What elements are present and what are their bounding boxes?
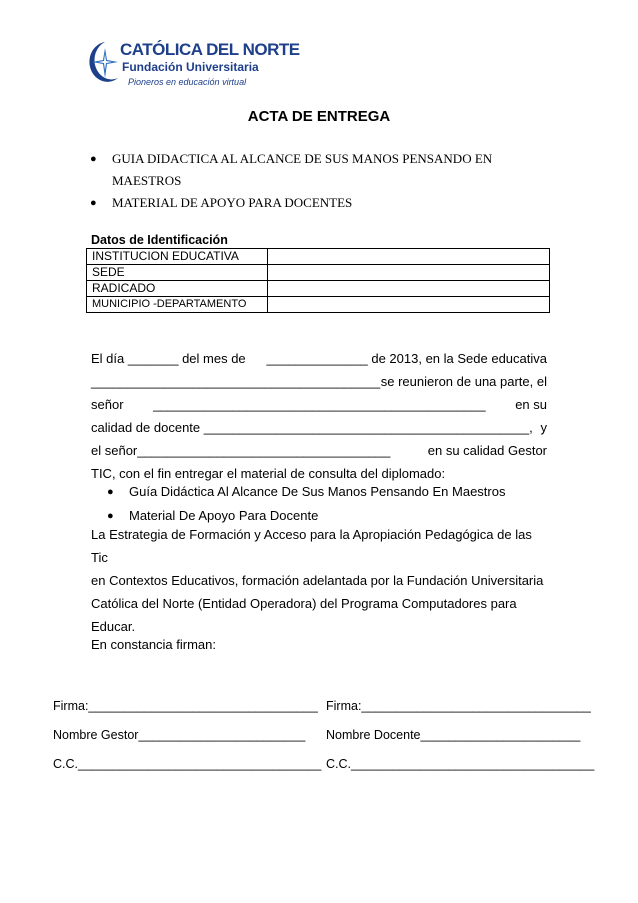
- list-item: ● MATERIAL DE APOYO PARA DOCENTES: [90, 192, 492, 214]
- logo-title: CATÓLICA DEL NORTE: [120, 40, 300, 59]
- text-line: señor ______________________________________________ en su: [91, 397, 547, 412]
- bullet-icon: ●: [90, 197, 97, 209]
- table-cell-value[interactable]: [268, 249, 550, 265]
- text-line: en Contextos Educativos, formación adelantada por la Fundación Universitaria: [91, 573, 544, 588]
- list-item: ● GUIA DIDACTICA AL ALCANCE DE SUS MANOS PENSANDO EN: [90, 148, 492, 170]
- firma-gestor-line: Firma:_________________________________: [53, 699, 318, 713]
- nombre-gestor-line: Nombre Gestor________________________: [53, 728, 306, 742]
- firma-docente-line: Firma:_________________________________: [326, 699, 591, 713]
- text-line: el señor___________________________________ en su calidad Gestor: [91, 443, 547, 458]
- bullet-icon: ●: [107, 510, 114, 522]
- text-line: El día _______ del mes de ______________ de 2013, en la Sede educativa: [91, 351, 547, 366]
- list-item: ● Guía Didáctica Al Alcance De Sus Manos Pensando En Maestros: [107, 480, 505, 504]
- bullet-icon: ●: [107, 486, 114, 498]
- text-line: ________________________________________ se reunieron de una parte, el: [91, 374, 547, 389]
- table-cell-label: MUNICIPIO -DEPARTAMENTO: [87, 297, 268, 313]
- table-cell-label: SEDE: [87, 265, 268, 281]
- list-item-continuation: MAESTROS: [112, 173, 182, 188]
- logo-tagline: Pioneros en educación virtual: [128, 77, 247, 87]
- text-line: Católica del Norte (Entidad Operadora) del Programa Computadores para Educar.: [91, 596, 517, 634]
- table-cell-label: RADICADO: [87, 281, 268, 297]
- strategy-paragraph: [91, 523, 547, 638]
- table-row: [87, 297, 550, 313]
- body-paragraph: [91, 347, 547, 485]
- text-line: TIC, con el fin entregar el material de consulta del diplomado:: [91, 466, 446, 481]
- table-row: [87, 265, 550, 281]
- material-list: [107, 480, 505, 528]
- list-item: ● Material De Apoyo Para Docente: [107, 504, 505, 528]
- table-cell-label: INSTITUCION EDUCATIVA: [87, 249, 268, 265]
- cc-gestor-line: C.C.___________________________________: [53, 757, 322, 771]
- nombre-docente-line: Nombre Docente_______________________: [326, 728, 581, 742]
- table-cell-value[interactable]: [268, 297, 550, 313]
- delivery-items-list: [90, 148, 492, 214]
- document-title: ACTA DE ENTREGA: [247, 108, 391, 125]
- text-line: La Estrategia de Formación y Acceso para la Apropiación Pedagógica de las Tic: [91, 527, 532, 565]
- constancia-text: En constancia firman:: [91, 637, 217, 652]
- text-line: calidad de docente _____________________________________________, y: [91, 420, 547, 435]
- logo-subtitle: Fundación Universitaria: [122, 60, 259, 74]
- compass-star-icon: [88, 40, 122, 84]
- identification-table: [86, 248, 550, 313]
- section-heading: Datos de Identificación: [91, 233, 228, 247]
- table-row: [87, 281, 550, 297]
- logo: [88, 36, 300, 98]
- cc-docente-line: C.C.___________________________________: [326, 757, 595, 771]
- bullet-icon: ●: [90, 153, 97, 165]
- table-row: [87, 249, 550, 265]
- table-cell-value[interactable]: [268, 281, 550, 297]
- table-cell-value[interactable]: [268, 265, 550, 281]
